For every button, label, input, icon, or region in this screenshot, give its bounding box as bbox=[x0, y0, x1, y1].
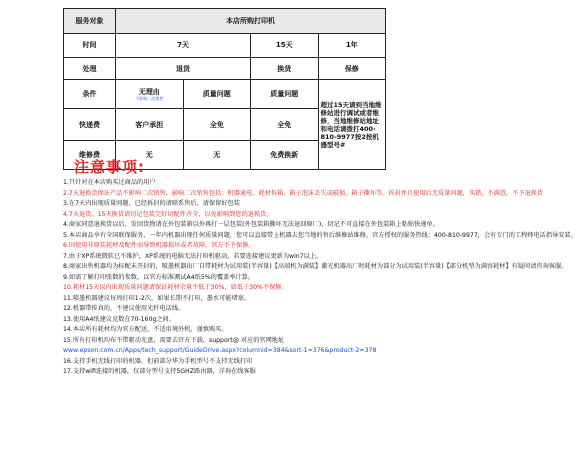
note-16: 16.支持手机无线打印的机器，但前部分华为手机型号不支持无线打印 bbox=[63, 357, 253, 365]
note-3: 3.在7天内出现质量问题，已经拆封的请联系售后，请保留好包装 bbox=[63, 200, 240, 207]
shipping-label: 快递费 bbox=[64, 109, 116, 141]
shipping-free: 全免 bbox=[183, 109, 251, 141]
note-9: 9.如需了解打印张数的参数，以官方标准测试A4纸5%的覆盖率计算。 bbox=[63, 273, 254, 281]
note-1: 1.只针对在本店购买过商品的用户 bbox=[63, 179, 156, 186]
period-row bbox=[64, 34, 386, 58]
process-label: 处理 bbox=[64, 57, 116, 79]
table-header-row bbox=[64, 9, 386, 34]
shipping-free-2: 全免 bbox=[251, 109, 319, 141]
period-label: 时间 bbox=[64, 34, 116, 58]
no-reason-text: 无理由 bbox=[138, 87, 160, 96]
repair-none-2: 无 bbox=[183, 140, 251, 169]
header-printer: 本店所购打印机 bbox=[116, 9, 386, 34]
note-15: 15.所有打印机均布不带驱动光盘，需要去官方下载，support@ 对应的官网地址 bbox=[63, 336, 285, 344]
process-row bbox=[64, 57, 386, 79]
condition-no-reason bbox=[116, 80, 184, 109]
process-exchange: 换货 bbox=[251, 57, 319, 79]
note-14: 14.本店所有耗材均为官方配送，不适用境外机，谨慎购买。 bbox=[63, 326, 228, 333]
no-reason-subtext: 不影响二次销售 bbox=[135, 95, 164, 101]
repair-label: 维修费 bbox=[64, 140, 116, 169]
note-4b: 4.商家同意退换货以后，发回货物请在外包装箱以外再打一层包装(外包装箱撕坏无法退回原厂)，切记不可直接在外包装箱上粘贴快递单。 bbox=[63, 221, 439, 228]
condition-quality-2: 质量问题 bbox=[251, 80, 319, 109]
note-6: 6.因使用非原装耗材及配件而导致机器损坏或者故障，官方不予保修。 bbox=[63, 242, 255, 249]
note-11: 11.喷墨机器建议每周打印1-2次，如果长期不打印，墨水可能堵塞。 bbox=[63, 294, 251, 302]
note-10: 10.耗材15天以内出现质量问题请保证耗材余量不低于30%，如低于30%不保修。 bbox=[63, 284, 288, 291]
repair-free-new: 免费换新 bbox=[251, 140, 319, 169]
period-1y: 1年 bbox=[318, 34, 386, 58]
process-warranty: 保修 bbox=[318, 57, 386, 79]
notes-list bbox=[63, 178, 577, 378]
process-return: 退货 bbox=[116, 57, 251, 79]
note-5: 5.本店商品享有全国联保服务，一年内机器出现任何质量问题，您可以直接带上机器去您当地的售后维修站维修，官方授权的服务热线：400-810-9977，会有专门的工程师电话指导安装。 bbox=[63, 231, 577, 239]
condition-quality: 质量问题 bbox=[183, 80, 251, 109]
driver-download-link[interactable]: www.epson.com.cn/Apps/tech_support/GuideDrive.aspx?columnid=384&sort-1=376&product-2=378 bbox=[63, 347, 377, 354]
note-8: 8.商家出售机器均为标配未开封的，喷墨机器出厂自带耗材为试用装(半容量)【高端机为满装】激光机器出厂时耗材为部分为试用装(半容量)【部分机型为满容耗材】有疑问请咨询客服。 bbox=[63, 263, 568, 270]
note-7: 7.由于XP系统微软已不维护，XP系统的电脑无法打印机驱动，若要连接建议更新为win7以上。 bbox=[63, 252, 323, 260]
period-7d: 7天 bbox=[116, 34, 251, 58]
condition-row bbox=[64, 80, 386, 109]
note-13: 13.使用A4纸建议克数在70-160g之间。 bbox=[63, 315, 175, 323]
service-policy-table bbox=[63, 8, 386, 170]
repair-station-note: 超过15天请到当地维修站进行调试或者维修，当地维修站地址和电话请拨打400-810-9977按2按机器型号# bbox=[318, 80, 386, 170]
shipping-customer: 客户承担 bbox=[116, 109, 184, 141]
notes-title: 注意事项: bbox=[74, 158, 145, 176]
repair-none: 无 bbox=[116, 140, 184, 169]
note-4: 4.7天退货、15天换货请切记包装完好切配件齐全，以免影响到您的退换货。 bbox=[63, 210, 273, 218]
header-service-target: 服务对象 bbox=[64, 9, 116, 34]
note-2: 2.7天退换货保证产品不影响二次销售，影响二次销售包括：机器通电、耗材拆箱、箱子泡沫丢失或破损、箱子撕坏等。拆封并且使用后无质量问题，买错，不满意，不予退换货 bbox=[63, 189, 544, 197]
condition-label: 条件 bbox=[64, 80, 116, 109]
note-12: 12.机器带传真的，不建议使用光纤电话线。 bbox=[63, 305, 185, 312]
period-15d: 15天 bbox=[251, 34, 319, 58]
note-17: 17.支持wifi连接的机器，仅部分型号支持5GHZ路由器，详询在线客服 bbox=[63, 368, 256, 375]
